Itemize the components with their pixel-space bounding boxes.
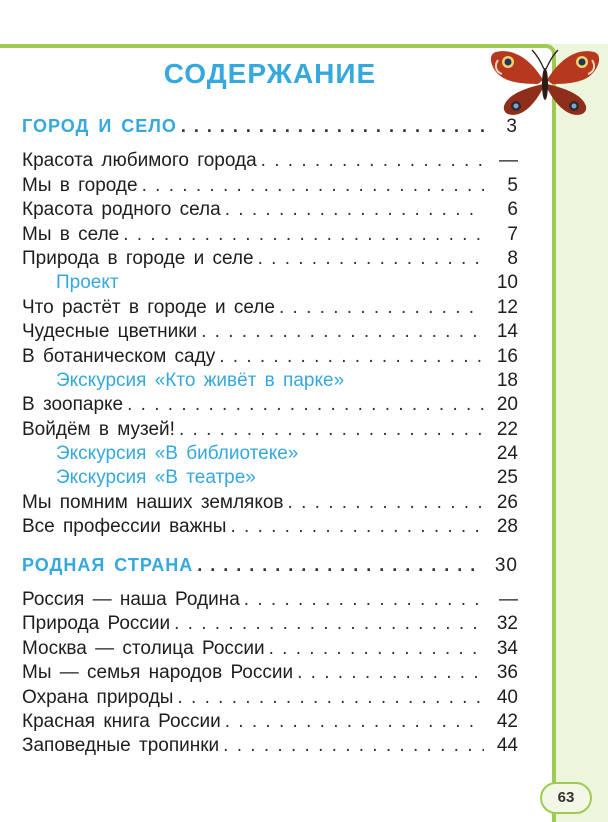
top-margin xyxy=(0,0,608,44)
page-ref: 22 xyxy=(496,418,518,440)
entry-label: Экскурсия «В библиотеке» xyxy=(56,443,299,465)
toc-section-heading[interactable] xyxy=(22,555,518,579)
entry-label: Проект xyxy=(56,272,119,294)
page-ref: 30 xyxy=(494,554,518,576)
dot-leader xyxy=(142,175,484,197)
toc-entry[interactable] xyxy=(22,297,518,321)
table-of-contents xyxy=(22,116,518,760)
page-ref: 7 xyxy=(507,223,518,245)
dot-leader xyxy=(297,662,484,684)
page-ref: 6 xyxy=(507,199,518,221)
entry-label: Красная книга России xyxy=(22,710,221,732)
toc-entry[interactable] xyxy=(22,346,518,370)
toc-subentry[interactable] xyxy=(22,443,518,467)
dot-leader xyxy=(244,589,484,611)
entry-label: Мы в городе xyxy=(22,174,138,196)
entry-label: Россия — наша Родина xyxy=(22,589,240,611)
page-ref: 14 xyxy=(496,321,518,343)
page-ref: 5 xyxy=(507,174,518,196)
toc-subentry[interactable] xyxy=(22,370,518,394)
page-ref: 40 xyxy=(496,686,518,708)
page-ref: 20 xyxy=(496,394,518,416)
page-ref: 26 xyxy=(496,491,518,513)
dot-leader xyxy=(201,321,484,343)
page-ref: 12 xyxy=(496,296,518,318)
spacer xyxy=(22,140,518,150)
dot-leader xyxy=(123,224,484,246)
dot-leader xyxy=(223,735,484,757)
dot-leader xyxy=(181,116,484,137)
entry-label: Все профессии важны xyxy=(22,516,227,538)
toc-entry[interactable] xyxy=(22,687,518,711)
page-ref: 28 xyxy=(496,516,518,538)
toc-entry[interactable] xyxy=(22,662,518,686)
page-title: СОДЕРЖАНИЕ xyxy=(163,58,377,89)
dot-leader xyxy=(127,394,484,416)
toc-entry[interactable] xyxy=(22,150,518,174)
toc-entry[interactable] xyxy=(22,224,518,248)
entry-label: Красота родного села xyxy=(22,199,221,221)
page-number-badge: 63 xyxy=(540,782,592,814)
spacer xyxy=(22,541,518,555)
page-ref: 18 xyxy=(496,369,518,391)
toc-entry[interactable] xyxy=(22,394,518,418)
dot-leader xyxy=(174,613,484,635)
dot-leader xyxy=(258,248,484,270)
toc-subentry[interactable] xyxy=(22,272,518,296)
entry-label: В зоопарке xyxy=(22,394,124,416)
toc-entry[interactable] xyxy=(22,516,518,540)
page-ref: 36 xyxy=(496,662,518,684)
entry-label: Мы в селе xyxy=(22,223,120,245)
toc-entry[interactable] xyxy=(22,613,518,637)
dot-leader xyxy=(279,297,484,319)
section-title: ГОРОД И СЕЛО xyxy=(22,116,177,136)
entry-label: Войдём в музей! xyxy=(22,418,175,440)
entry-label: Экскурсия «В театре» xyxy=(56,467,256,489)
entry-label: Москва — столица России xyxy=(22,637,265,659)
toc-entry[interactable] xyxy=(22,711,518,735)
entry-label: Чудесные цветники xyxy=(22,321,198,343)
toc-entry[interactable] xyxy=(22,589,518,613)
dot-leader xyxy=(288,492,484,514)
entry-label: Что растёт в городе и селе xyxy=(22,296,275,318)
entry-label: Заповедные тропинки xyxy=(22,735,220,757)
page-ref: 16 xyxy=(496,345,518,367)
toc-entry[interactable] xyxy=(22,492,518,516)
dot-leader xyxy=(225,711,484,733)
page-ref: 24 xyxy=(496,443,518,465)
page-ref: — xyxy=(499,589,518,611)
dot-leader xyxy=(269,638,484,660)
dot-leader xyxy=(177,687,484,709)
entry-label: Мы помним наших земляков xyxy=(22,491,284,513)
entry-label: Природа России xyxy=(22,613,171,635)
page-ref: 34 xyxy=(496,637,518,659)
page-ref: 25 xyxy=(496,467,518,489)
entry-label: Красота любимого города xyxy=(22,150,257,172)
toc-entry[interactable] xyxy=(22,735,518,759)
page-ref: 3 xyxy=(506,116,518,137)
dot-leader xyxy=(197,555,484,576)
dot-leader xyxy=(261,150,484,172)
toc-section-heading[interactable] xyxy=(22,116,518,140)
toc-entry[interactable] xyxy=(22,638,518,662)
toc-entry[interactable] xyxy=(22,199,518,223)
page-ref: 32 xyxy=(496,613,518,635)
spacer xyxy=(22,579,518,589)
toc-entry[interactable] xyxy=(22,248,518,272)
dot-leader xyxy=(219,346,484,368)
page-ref: 42 xyxy=(496,710,518,732)
entry-label: Охрана природы xyxy=(22,686,174,708)
page-ref: 44 xyxy=(496,735,518,757)
toc-entry[interactable] xyxy=(22,321,518,345)
page-ref: 8 xyxy=(507,247,518,269)
dot-leader xyxy=(225,199,484,221)
entry-label: Природа в городе и селе xyxy=(22,247,254,269)
dot-leader xyxy=(179,419,484,441)
dot-leader xyxy=(230,516,484,538)
toc-entry[interactable] xyxy=(22,175,518,199)
entry-label: Мы — семья народов России xyxy=(22,662,294,684)
toc-subentry[interactable] xyxy=(22,467,518,491)
entry-label: Экскурсия «Кто живёт в парке» xyxy=(56,369,345,391)
page-ref: 10 xyxy=(496,272,518,294)
entry-label: В ботаническом саду xyxy=(22,345,216,367)
section-title: РОДНАЯ СТРАНА xyxy=(22,554,194,575)
toc-entry[interactable] xyxy=(22,419,518,443)
page-ref: — xyxy=(499,150,518,172)
